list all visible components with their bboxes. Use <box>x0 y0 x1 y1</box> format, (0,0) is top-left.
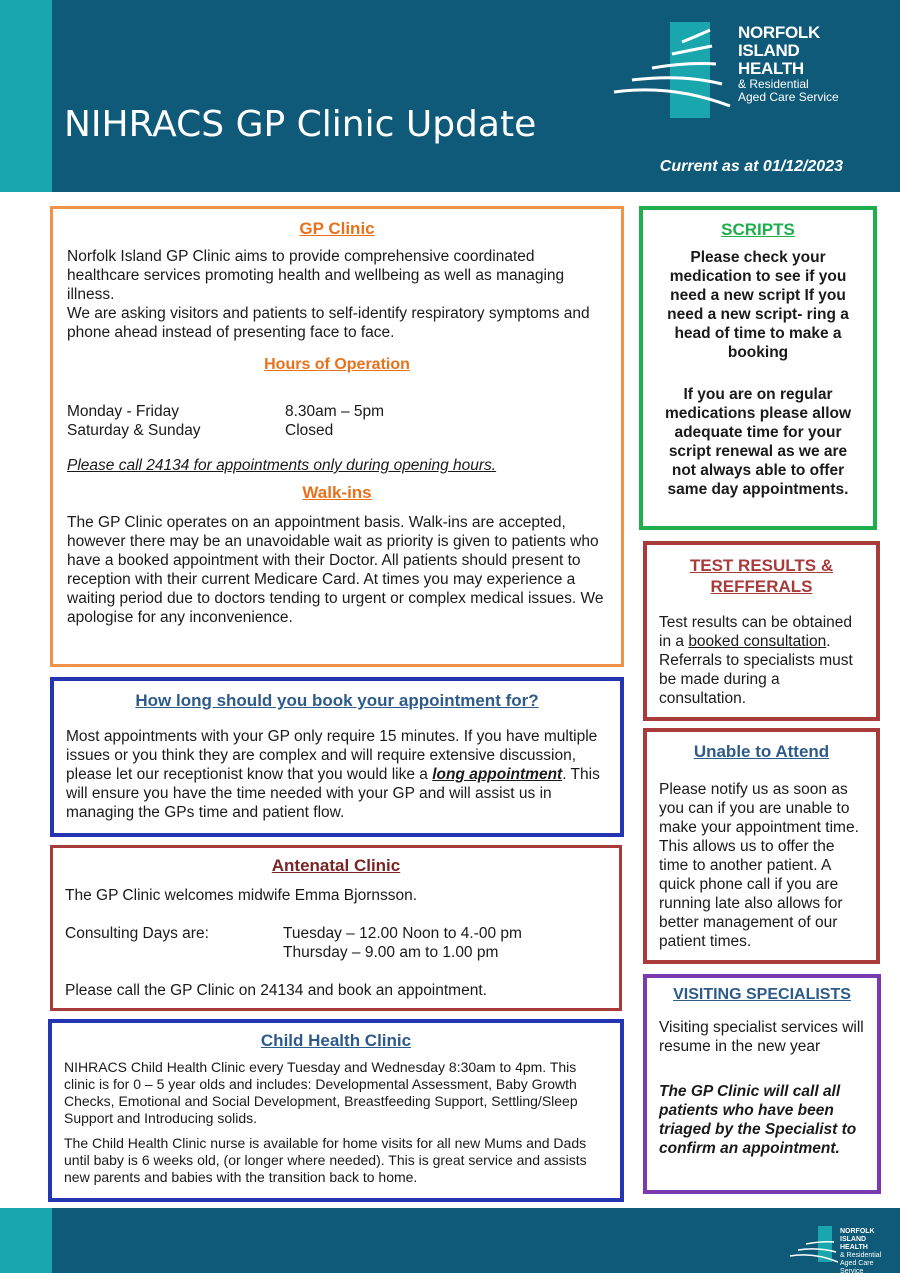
logo-line-2: ISLAND <box>738 41 800 60</box>
hours-row <box>67 421 607 440</box>
hours-time: Closed <box>285 422 334 439</box>
booking-text-end: . This will ensure you have the time needed with your GP and will assist us in managing the GPs time and patient flow. <box>66 766 600 821</box>
walkins-heading: Walk-ins <box>302 483 372 502</box>
nihracs-logo <box>612 14 852 124</box>
child-health-heading: Child Health Clinic <box>260 1031 412 1050</box>
child-health-para-2: The Child Health Clinic nurse is available for home visits for all new Mums and Dads until baby is 6 weeks old, (or longer where needed). This is great service and assists new parents and babies with the transition back to home. <box>64 1135 587 1185</box>
antenatal-call: Please call the GP Clinic on 24134 and book an appointment. <box>65 982 487 999</box>
footer-logo-text <box>840 1228 898 1276</box>
hours-time: 8.30am – 5pm <box>285 403 385 420</box>
scripts-para-2: If you are on regular medications please allow adequate time for your script renewal as we are not always able to offer same day appointments. <box>664 386 852 498</box>
logo-line-4: & Residential <box>738 77 809 91</box>
footer-logo-line-2: ISLAND <box>840 1236 867 1243</box>
gp-clinic-respiratory-note: We are asking visitors and patients to self-identify respiratory symptoms and phone ahead instead of presenting face to face. <box>67 305 590 341</box>
page-header <box>0 0 900 192</box>
logo-text <box>738 24 839 104</box>
test-results-text <box>659 613 864 708</box>
test-results-text-start: Test results can be obtained in a <box>659 614 853 650</box>
appointment-call-note: Please call 24134 for appointments only during opening hours. <box>67 457 497 474</box>
update-date: Current as at 01/12/2023 <box>659 158 843 175</box>
footer-logo-swoosh-icon <box>788 1222 840 1268</box>
consulting-days <box>65 924 607 962</box>
logo-line-5: Aged Care Service <box>738 90 839 104</box>
test-results-section <box>643 541 880 721</box>
child-health-para-1: NIHRACS Child Health Clinic every Tuesday and Wednesday 8:30am to 4pm. This clinic is for 0 – 5 year olds and includes: Developmental Assessment, Baby Growth Checks, Emotional and Social Development, Breastfeeding Support, Settling/Sleep Support and Introducing solids. <box>64 1059 578 1126</box>
hours-days: Monday - Friday <box>67 403 179 420</box>
booking-heading: How long should you book your appointment for? <box>135 691 539 710</box>
consulting-days-label: Consulting Days are: <box>65 925 209 942</box>
child-health-section <box>48 1019 624 1202</box>
page-footer <box>0 1208 900 1273</box>
scripts-para-1: Please check your medication to see if you need a new script If you need a new script- ring a head of time to make a booking <box>667 249 849 361</box>
antenatal-section <box>50 845 622 1011</box>
footer-logo <box>788 1222 898 1275</box>
hours-table <box>67 402 607 440</box>
logo-line-1: NORFOLK <box>738 23 820 42</box>
scripts-section <box>639 206 877 530</box>
consulting-day: Thursday – 9.00 am to 1.00 pm <box>283 944 499 961</box>
hours-row <box>67 402 607 421</box>
hours-days: Saturday & Sunday <box>67 422 201 439</box>
antenatal-intro: The GP Clinic welcomes midwife Emma Bjornsson. <box>65 887 418 904</box>
test-results-text-end: . Referrals to specialists must be made during a consultation. <box>659 633 853 707</box>
footer-logo-line-3: HEALTH <box>840 1244 868 1251</box>
visiting-heading: VISITING SPECIALISTS <box>673 986 851 1003</box>
walkins-text: The GP Clinic operates on an appointment basis. Walk-ins are accepted, however there may be an unavoidable wait as priority is given to patients who have a booked appointment with their Doctor. All patients should present to reception with their current Medicare Card. At times you may experience a waiting period due to doctors tending to urgent or complex medical issues. We apologise for any inconvenience. <box>67 514 604 626</box>
antenatal-heading: Antenatal Clinic <box>271 856 401 875</box>
booking-section <box>50 677 624 837</box>
long-appointment-emphasis: long appointment <box>432 766 563 783</box>
scripts-heading: SCRIPTS <box>721 220 795 239</box>
booking-text <box>66 727 608 822</box>
consulting-day: Tuesday – 12.00 Noon to 4.-00 pm <box>283 925 522 942</box>
consulting-days-list <box>283 924 522 962</box>
footer-accent-strip <box>0 1208 52 1273</box>
visiting-note: The GP Clinic will call all patients who have been triaged by the Specialist to confirm an appointment. <box>659 1083 857 1157</box>
gp-clinic-intro: Norfolk Island GP Clinic aims to provide comprehensive coordinated healthcare services promoting health and wellbeing as well as managing illness. <box>67 248 565 303</box>
gp-clinic-heading: GP Clinic <box>299 219 375 238</box>
gp-clinic-section <box>50 206 624 667</box>
booking-text-start: Most appointments with your GP only require 15 minutes. If you have multiple issues or you think they are complex and will require extensive discussion, please let our receptionist know that you would like a <box>66 728 598 783</box>
unable-text: Please notify us as soon as you can if you are unable to make your appointment time. This allows us to offer the time to another patient. A quick phone call if you are running late also allows for better management of our patient times. <box>659 781 859 950</box>
footer-logo-line-5: Aged Care Service <box>840 1260 874 1275</box>
test-results-heading: TEST RESULTS & REFFERALS <box>689 556 834 596</box>
header-accent-strip <box>0 0 52 192</box>
logo-swoosh-icon <box>612 14 738 124</box>
hours-heading: Hours of Operation <box>264 356 410 373</box>
visiting-text: Visiting specialist services will resume in the new year <box>659 1019 864 1055</box>
unable-heading: Unable to Attend <box>693 742 830 761</box>
logo-line-3: HEALTH <box>738 59 804 78</box>
visiting-specialists-section <box>643 974 881 1194</box>
unable-to-attend-section <box>643 728 880 964</box>
booked-consultation-text: booked consultation <box>688 633 827 650</box>
footer-logo-line-4: & Residential <box>840 1252 882 1259</box>
page-title: NIHRACS GP Clinic Update <box>64 104 537 145</box>
footer-logo-line-1: NORFOLK <box>840 1228 875 1235</box>
